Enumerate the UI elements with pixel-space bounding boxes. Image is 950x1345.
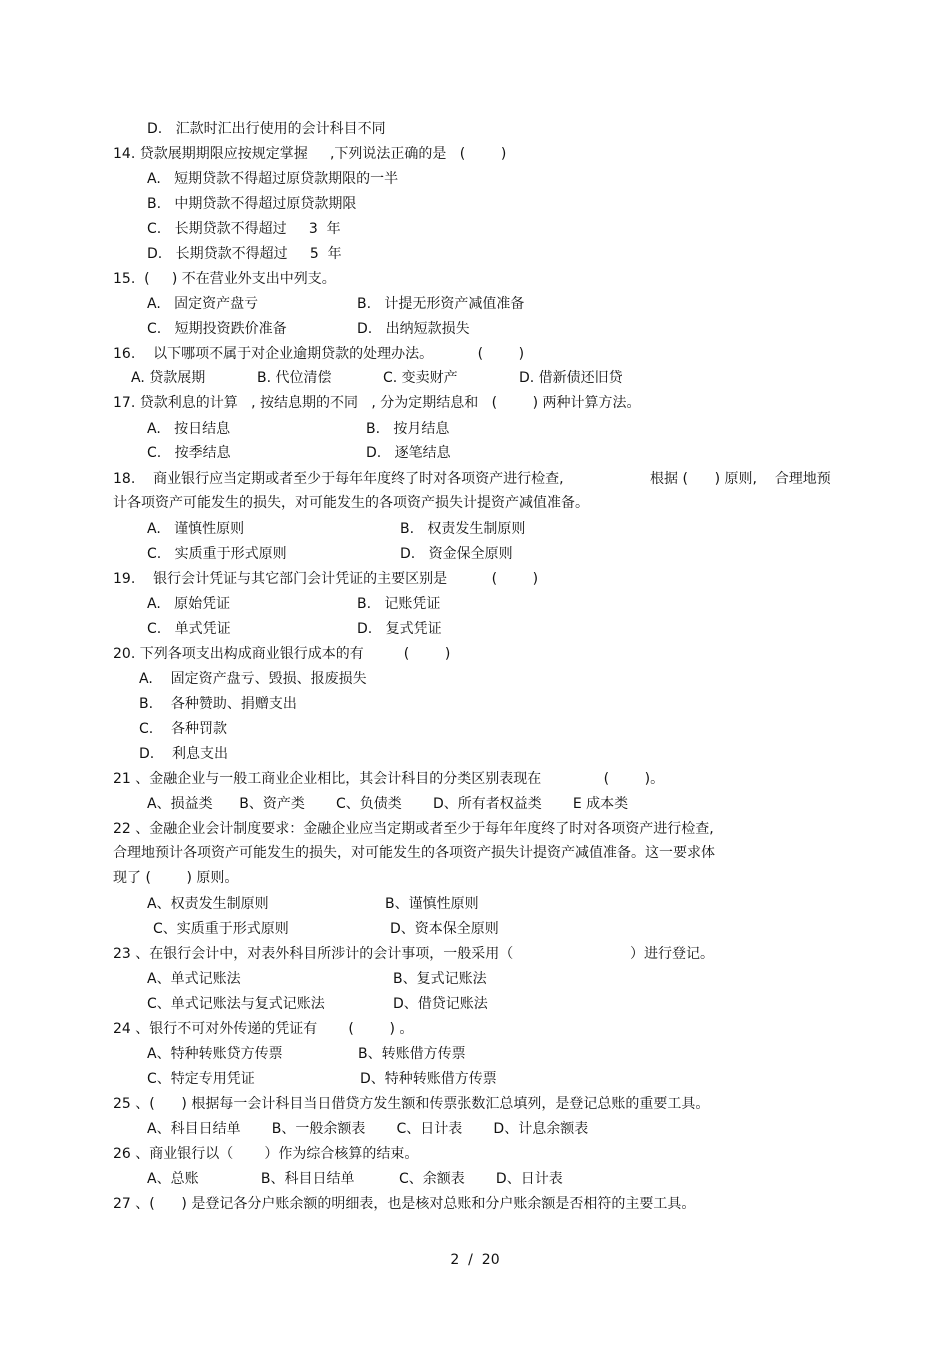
option-19d: D. 复式凭证 [357, 621, 442, 637]
option-20c: C. 各种罚款 [139, 721, 228, 737]
option-23c: C、单式记账法与复式记账法 [147, 996, 325, 1012]
page-number: 2 / 20 [450, 1252, 500, 1268]
options-26: A、总账 B、科目日结单 C、余额表 D、日计表 [147, 1171, 563, 1187]
option-15b: B. 计提无形资产减值准备 [357, 296, 525, 312]
question-22-cont2: 现了 ( ) 原则。 [113, 870, 239, 886]
option-24d: D、特种转账借方传票 [360, 1071, 497, 1087]
question-16: 16. 以下哪项不属于对企业逾期贷款的处理办法。 ( ) [113, 346, 525, 362]
option-19b: B. 记账凭证 [357, 596, 441, 612]
option-15d: D. 出纳短款损失 [357, 321, 470, 337]
option-17b: B. 按月结息 [366, 421, 450, 437]
option-14c: C. 长期贷款不得超过 3 年 [147, 221, 341, 237]
question-24: 24 、银行不可对外传递的凭证有 ( ) 。 [113, 1021, 414, 1037]
question-14: 14. 贷款展期期限应按规定掌握 ,下列说法正确的是 ( ) [113, 146, 507, 162]
option-22d: D、资本保全原则 [390, 921, 499, 937]
option-24b: B、转账借方传票 [358, 1046, 466, 1062]
option-22a: A、权责发生制原则 [147, 896, 269, 912]
option-14d: D. 长期贷款不得超过 5 年 [147, 246, 342, 262]
question-23-part1: 23 、在银行会计中，对表外科目所涉计的会计事项，一般采用（ [113, 946, 514, 962]
option-13d: D. 汇款时汇出行使用的会计科目不同 [147, 121, 386, 137]
question-18-part2: 根据 ( ) 原则, 合理地预 [650, 471, 831, 487]
option-20b: B. 各种赞助、捐赠支出 [139, 696, 297, 712]
option-17d: D. 逐笔结息 [366, 445, 451, 461]
option-19c: C. 单式凭证 [147, 621, 231, 637]
question-22: 22 、金融企业会计制度要求：金融企业应当定期或者至少于每年年度终了时对各项资产进行检查, [113, 821, 714, 837]
question-20: 20. 下列各项支出构成商业银行成本的有 ( ) [113, 646, 451, 662]
option-14b: B. 中期贷款不得超过原贷款期限 [147, 196, 357, 212]
option-17a: A. 按日结息 [147, 421, 231, 437]
option-16a: A. 贷款展期 [131, 370, 206, 386]
option-23b: B、复式记账法 [393, 971, 487, 987]
option-18d: D. 资金保全原则 [400, 546, 513, 562]
option-20a: A. 固定资产盘亏、毁损、报废损失 [139, 671, 367, 687]
question-19: 19. 银行会计凭证与其它部门会计凭证的主要区别是 ( ) [113, 571, 539, 587]
question-18-cont: 计各项资产可能发生的损失，对可能发生的各项资产损失计提资产减值准备。 [113, 495, 589, 511]
option-17c: C. 按季结息 [147, 445, 231, 461]
option-23a: A、单式记账法 [147, 971, 241, 987]
options-21: A、损益类 B、资产类 C、负债类 D、所有者权益类 E 成本类 [147, 796, 629, 812]
option-18a: A. 谨慎性原则 [147, 521, 245, 537]
option-24c: C、特定专用凭证 [147, 1071, 255, 1087]
options-25: A、科目日结单 B、一般余额表 C、日计表 D、计息余额表 [147, 1121, 589, 1137]
question-26: 26 、商业银行以（ ）作为综合核算的结束。 [113, 1146, 419, 1162]
question-18-part1: 18. 商业银行应当定期或者至少于每年年度终了时对各项资产进行检查, [113, 471, 564, 487]
question-22-cont1: 合理地预计各项资产可能发生的损失，对可能发生的各项资产损失计提资产减值准备。这一要求体 [113, 845, 715, 861]
option-23d: D、借贷记账法 [393, 996, 488, 1012]
option-19a: A. 原始凭证 [147, 596, 231, 612]
question-27: 27 、( ) 是登记各分户账余额的明细表，也是核对总账和分户账余额是否相符的主要工具。 [113, 1196, 696, 1212]
option-18c: C. 实质重于形式原则 [147, 546, 287, 562]
question-21: 21 、金融企业与一般工商业企业相比，其会计科目的分类区别表现在 ( )。 [113, 771, 665, 787]
option-24a: A、特种转账贷方传票 [147, 1046, 283, 1062]
option-15a: A. 固定资产盘亏 [147, 296, 259, 312]
option-16d: D. 借新债还旧贷 [519, 370, 623, 386]
option-16b: B. 代位清偿 [257, 370, 332, 386]
option-18b: B. 权责发生制原则 [400, 521, 526, 537]
question-17: 17. 贷款利息的计算 , 按结息期的不同 , 分为定期结息和 ( ) 两种计算方法。 [113, 395, 641, 411]
option-14a: A. 短期贷款不得超过原贷款期限的一半 [147, 171, 399, 187]
question-25: 25 、( ) 根据每一会计科目当日借贷方发生额和传票张数汇总填列，是登记总账的重要工具。 [113, 1096, 710, 1112]
option-16c: C. 变卖财产 [383, 370, 458, 386]
question-23-part2: ）进行登记。 [630, 946, 714, 962]
option-22c: C、实质重于形式原则 [153, 921, 289, 937]
option-15c: C. 短期投资跌价准备 [147, 321, 287, 337]
option-20d: D. 利息支出 [139, 746, 229, 762]
option-22b: B、谨慎性原则 [385, 896, 479, 912]
question-15: 15. ( ) 不在营业外支出中列支。 [113, 271, 336, 287]
